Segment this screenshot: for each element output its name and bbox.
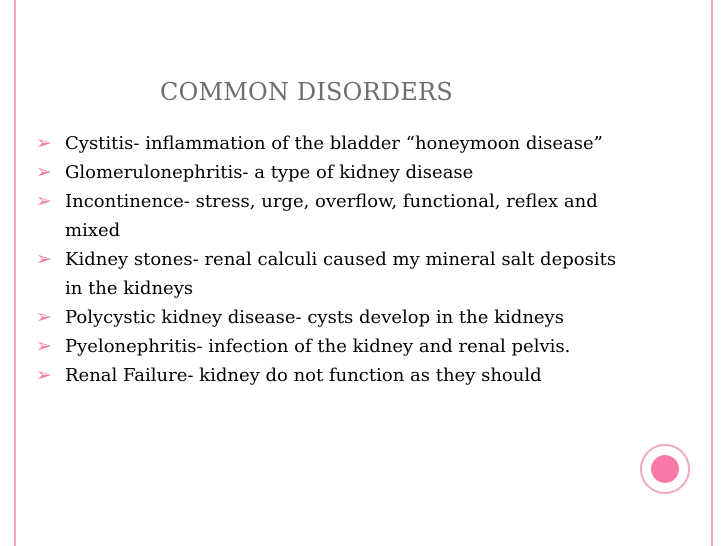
slide-title: COMMON DISORDERS — [160, 78, 453, 106]
left-decorative-rule — [14, 0, 16, 546]
list-item-text: Cystitis- inflammation of the bladder “honeymoon disease” — [65, 133, 603, 154]
list-item — [36, 332, 636, 361]
bullet-icon: ➢ — [36, 248, 52, 270]
bullet-icon: ➢ — [36, 306, 52, 328]
bullet-icon: ➢ — [36, 132, 52, 154]
list-item-text: Kidney stones- renal calculi caused my mineral salt deposits in the kidneys — [65, 249, 617, 299]
list-item — [36, 129, 636, 158]
list-item-text: Incontinence- stress, urge, overflow, functional, reflex and mixed — [65, 191, 598, 241]
list-item-text: Renal Failure- kidney do not function as they should — [65, 365, 542, 386]
bullet-icon: ➢ — [36, 364, 52, 386]
list-item-text: Glomerulonephritis- a type of kidney disease — [65, 162, 474, 183]
bullet-icon: ➢ — [36, 161, 52, 183]
bullet-icon: ➢ — [36, 335, 52, 357]
list-item — [36, 245, 636, 303]
list-item — [36, 187, 636, 245]
list-item-text: Pyelonephritis- infection of the kidney and renal pelvis. — [65, 336, 571, 357]
bullet-list — [36, 129, 636, 390]
list-item — [36, 361, 636, 390]
right-decorative-rule — [711, 0, 713, 546]
bullet-icon: ➢ — [36, 190, 52, 212]
list-item — [36, 158, 636, 187]
list-item — [36, 303, 636, 332]
decorative-dot-icon — [651, 455, 679, 483]
list-item-text: Polycystic kidney disease- cysts develop in the kidneys — [65, 307, 564, 328]
